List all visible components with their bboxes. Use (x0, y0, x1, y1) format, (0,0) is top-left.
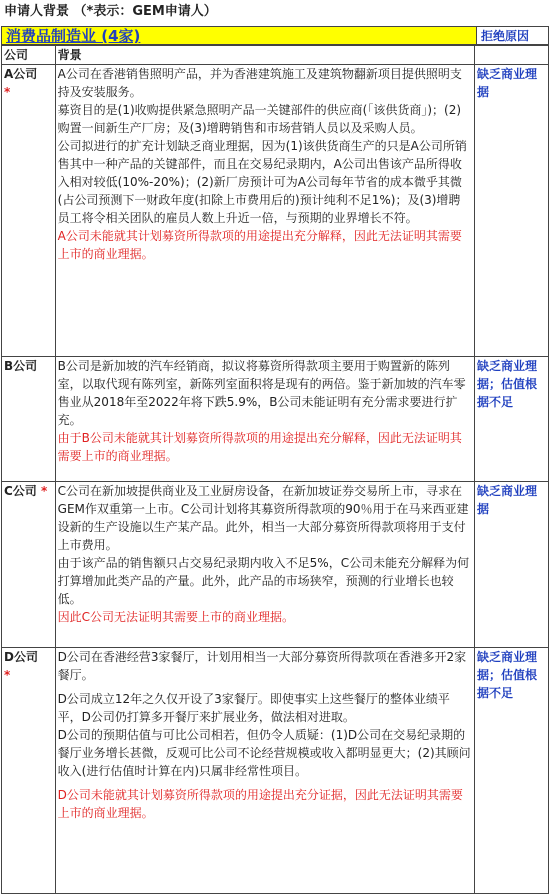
background-conclusion: 因此C公司无法证明其需要上市的商业理据。 (57, 610, 295, 624)
table-header-row (2, 46, 549, 65)
background-cell (55, 482, 474, 648)
background-column-header: 背景 (55, 46, 474, 65)
background-paragraph: D公司在香港经营3家餐厅，计划用相当一大部分募资所得款项在香港多开2家餐厅。 (57, 650, 467, 682)
background-cell (55, 65, 474, 357)
background-paragraph: D公司成立12年之久仅开设了3家餐厅。即使事实上这些餐厅的整体业绩平平，D公司仍打算多开餐厅来扩展业务，做法相对进取。 (57, 692, 450, 724)
reject-reason: 缺乏商业理据；估值根据不足 (477, 359, 538, 409)
reason-cell (475, 648, 549, 894)
reject-reason-header-cell (476, 26, 549, 45)
reject-reason: 缺乏商业理据；估值根据不足 (477, 650, 538, 700)
background-paragraph: 募资目的是(1)收购提供紧急照明产品一关键部件的供应商(「该供货商」)；(2)购置一间新生产厂房；及(3)增聘销售和市场营销人员以及采购人员。 (57, 103, 462, 135)
table-row (2, 482, 549, 648)
background-paragraph: C公司在新加坡提供商业及工业厨房设备，在新加坡证券交易所上市，寻求在GEM作双重第一上市。C公司计划将其募资所得款项的90％用于在马来西亚建设新的生产设施以生产某产品。此外，相当一大部分募资所得款项将用于支付上市费用。 (57, 484, 469, 552)
gem-marker: * (4, 668, 11, 682)
reject-reason: 缺乏商业理据 (477, 484, 538, 516)
gem-marker: * (41, 484, 48, 498)
background-conclusion: D公司未能就其计划募资所得款项的用途提出充分证据，因此无法证明其需要上市的商业理据。 (57, 788, 463, 820)
background-paragraph: A公司在香港销售照明产品，并为香港建筑施工及建筑物翻新项目提供照明支持及安装服务。 (57, 67, 462, 99)
table-row (2, 357, 549, 482)
section-header (1, 26, 477, 45)
company-column-header: 公司 (2, 46, 56, 65)
company-cell (2, 65, 56, 357)
company-cell (2, 648, 56, 894)
company-cell (2, 357, 56, 482)
reason-cell (475, 357, 549, 482)
background-cell (55, 648, 474, 894)
gem-marker: * (4, 85, 11, 99)
background-cell (55, 357, 474, 482)
background-paragraph: 公司拟进行的扩充计划缺乏商业理据，因为(1)该供货商生产的只是A公司所销售其中一种产品的关键部件，而且在交易纪录期内，A公司出售该产品所得收入相对较低(10%-20%)；(2)新厂房预计可为A公司每年节省的成本微乎其微(占公司预测下一财政年度(扣除上市费用后的)预计纯利不足1%)；及(3)增聘员工将令相关团队的雇员人数上升近一倍，与预期的业界增长不符。 (57, 139, 467, 225)
table-row (2, 648, 549, 894)
reason-cell (475, 65, 549, 357)
page-title: 申请人背景 （*表示：GEM申请人） (4, 4, 217, 19)
company-name: A公司 (4, 67, 38, 81)
reject-reason: 缺乏商业理据 (477, 67, 538, 99)
background-conclusion: A公司未能就其计划募资所得款项的用途提出充分解释，因此无法证明其需要上市的商业理据。 (57, 229, 462, 261)
company-name: C公司 (4, 484, 37, 498)
background-paragraph: B公司是新加坡的汽车经销商，拟议将募资所得款项主要用于购置新的陈列室，以取代现有陈列室，新陈列室面积将是现有的两倍。鉴于新加坡的汽车零售业从2018年至2022年将下跌5.9%，B公司未能证明有充分需求要进行扩充。 (57, 359, 466, 427)
reason-column-header (475, 46, 549, 65)
reason-cell (475, 482, 549, 648)
background-paragraph: 由于该产品的销售额只占交易纪录期内收入不足5%，C公司未能充分解释为何打算增加此类产品的产量。此外，此产品的市场狭窄，预测的行业增长也较低。 (57, 556, 470, 606)
background-paragraph: D公司的预期估值与可比公司相若，但仍令人质疑：(1)D公司在交易纪录期的餐厅业务增长甚微，反观可比公司不论经营规模或收入都明显更大；(2)其顾问收入(进行估值时计算在内)只属非经常性项目。 (57, 728, 471, 778)
applicant-table (1, 45, 549, 894)
section-title: 消费品制造业 (4家) (6, 27, 141, 45)
background-conclusion: 由于B公司未能就其计划募资所得款项的用途提出充分解释，因此无法证明其需要上市的商业理据。 (57, 431, 462, 463)
reject-reason-header: 拒绝原因 (481, 29, 530, 43)
table-row (2, 65, 549, 357)
company-name: B公司 (4, 359, 38, 373)
company-name: D公司 (4, 650, 38, 664)
company-cell (2, 482, 56, 648)
